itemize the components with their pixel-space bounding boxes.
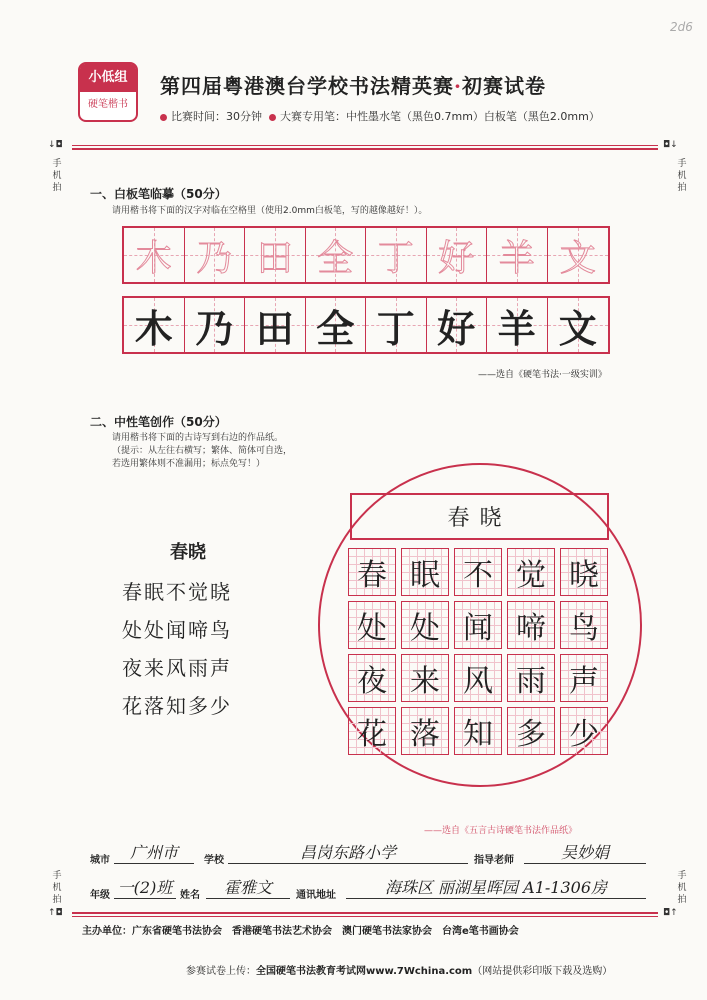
tracing-cell[interactable]: 木	[124, 228, 185, 282]
written-cell[interactable]: 丁	[366, 298, 427, 352]
written-grid	[122, 296, 610, 354]
address-label: 通讯地址	[296, 890, 336, 901]
work-cell[interactable]: 觉	[507, 548, 555, 596]
side-note-left-bottom: 手机拍	[52, 871, 62, 905]
poem-line: 花落知多少	[122, 694, 232, 718]
poem-line: 春眠不觉晓	[122, 580, 232, 604]
poem-line: 夜来风雨声	[122, 656, 232, 680]
city-label: 城市	[90, 855, 110, 866]
pen-text: 大赛专用笔：中性墨水笔（黑色0.7mm）白板笔（黑色2.0mm）	[280, 110, 600, 123]
footer	[186, 962, 612, 977]
section2-source: ——选自《五言古诗硬笔书法作品纸》	[424, 826, 578, 836]
work-row	[348, 548, 608, 596]
section1-desc: 请用楷书将下面的汉字对临在空格里（使用2.0mm白板笔，写的越像越好！）。	[112, 206, 428, 216]
work-title: 春晓	[447, 506, 512, 531]
bullet-icon	[160, 114, 167, 121]
title-suffix: 初赛试卷	[461, 74, 546, 98]
tracing-cell[interactable]: 田	[245, 228, 306, 282]
work-cell[interactable]: 来	[401, 654, 449, 702]
work-cell[interactable]: 处	[348, 601, 396, 649]
work-title-box[interactable]	[350, 493, 609, 540]
organizers: 主办单位：广东省硬笔书法协会 香港硬笔书法艺术协会 澳门硬笔书法家协会 台湾e笔书画协会	[82, 926, 519, 937]
work-cell[interactable]: 少	[560, 707, 608, 755]
page-title	[160, 70, 546, 99]
section1-title: 一、白板笔临摹（50分）	[90, 187, 227, 201]
work-cell[interactable]: 风	[454, 654, 502, 702]
name-field[interactable]: 霍雅文	[206, 875, 290, 899]
name-label: 姓名	[180, 890, 200, 901]
city-field[interactable]: 广州市	[114, 840, 194, 864]
written-cell[interactable]: 羊	[487, 298, 548, 352]
section2-desc-line3: 若选用繁体则不准漏用；标点免写！）	[112, 459, 266, 469]
tracing-cell[interactable]: 全	[306, 228, 367, 282]
corner-note: 2d6	[670, 20, 693, 34]
written-cell[interactable]: 全	[306, 298, 367, 352]
header-divider-bold	[72, 148, 658, 150]
grade-label: 年级	[90, 890, 110, 901]
section2-desc-line1: 请用楷书将下面的古诗写到右边的作品纸。	[112, 433, 284, 443]
written-cell[interactable]: 文	[548, 298, 609, 352]
title-main: 第四届粤港澳台学校书法精英赛	[160, 74, 454, 98]
footer-suffix: （网站提供彩印版下载及选购）	[472, 966, 613, 977]
side-note-left: 手机拍	[52, 159, 62, 193]
badge-group: 小低组	[80, 64, 136, 92]
tracing-cell[interactable]: 丁	[366, 228, 427, 282]
teacher-label: 指导老师	[474, 855, 514, 866]
work-cell[interactable]: 落	[401, 707, 449, 755]
work-cell[interactable]: 鸟	[560, 601, 608, 649]
work-row	[348, 707, 608, 755]
written-cell[interactable]: 乃	[185, 298, 246, 352]
work-cell[interactable]: 雨	[507, 654, 555, 702]
work-cell[interactable]: 多	[507, 707, 555, 755]
work-cell[interactable]: 花	[348, 707, 396, 755]
written-cell[interactable]: 好	[427, 298, 488, 352]
tracing-grid	[122, 226, 610, 284]
group-badge	[78, 62, 138, 122]
work-cell[interactable]: 知	[454, 707, 502, 755]
poem-title: 春晓	[170, 542, 206, 563]
camera-upload-icon: ◘↑	[663, 908, 678, 918]
work-row	[348, 654, 608, 702]
tracing-cell[interactable]: 文	[548, 228, 609, 282]
title-dot: ·	[454, 74, 462, 98]
section1-source: ——选自《硬笔书法·一级实训》	[478, 370, 607, 380]
teacher-field[interactable]: 吴妙娟	[524, 840, 646, 864]
footer-divider-bold	[72, 912, 658, 914]
tracing-cell[interactable]: 好	[427, 228, 488, 282]
work-cell[interactable]: 闻	[454, 601, 502, 649]
work-cell[interactable]: 处	[401, 601, 449, 649]
written-cell[interactable]: 木	[124, 298, 185, 352]
footer-prefix: 参赛试卷上传：	[186, 966, 256, 977]
work-cell[interactable]: 眠	[401, 548, 449, 596]
exam-info	[160, 108, 600, 124]
camera-upload-icon: ↓◘	[48, 140, 63, 150]
footer-site-link[interactable]: 全国硬笔书法教育考试网www.7Wchina.com	[256, 966, 473, 977]
camera-upload-icon: ◘↓	[663, 140, 678, 150]
work-cell[interactable]: 不	[454, 548, 502, 596]
side-note-right: 手机拍	[677, 159, 687, 193]
grade-field[interactable]: 一(2)班	[114, 875, 176, 899]
header-divider	[72, 145, 658, 146]
work-row	[348, 601, 608, 649]
school-field[interactable]: 昌岗东路小学	[228, 840, 468, 864]
work-cell[interactable]: 夜	[348, 654, 396, 702]
school-label: 学校	[204, 855, 224, 866]
section2-desc-line2: （提示：从左往右横写；繁体、简体可自选，	[112, 446, 293, 456]
side-note-right-bottom: 手机拍	[677, 871, 687, 905]
badge-category: 硬笔楷书	[88, 99, 128, 110]
work-cell[interactable]: 啼	[507, 601, 555, 649]
tracing-cell[interactable]: 羊	[487, 228, 548, 282]
work-cell[interactable]: 春	[348, 548, 396, 596]
poem-line: 处处闻啼鸟	[122, 618, 232, 642]
time-text: 比赛时间：30分钟	[171, 110, 262, 123]
footer-divider	[72, 916, 658, 917]
section2-title: 二、中性笔创作（50分）	[90, 415, 227, 429]
address-field[interactable]: 海珠区 丽湖星晖园 A1-1306房	[346, 875, 646, 899]
camera-upload-icon: ↑◘	[48, 908, 63, 918]
work-cell[interactable]: 声	[560, 654, 608, 702]
written-cell[interactable]: 田	[245, 298, 306, 352]
tracing-cell[interactable]: 乃	[185, 228, 246, 282]
bullet-icon	[269, 114, 276, 121]
work-cell[interactable]: 晓	[560, 548, 608, 596]
